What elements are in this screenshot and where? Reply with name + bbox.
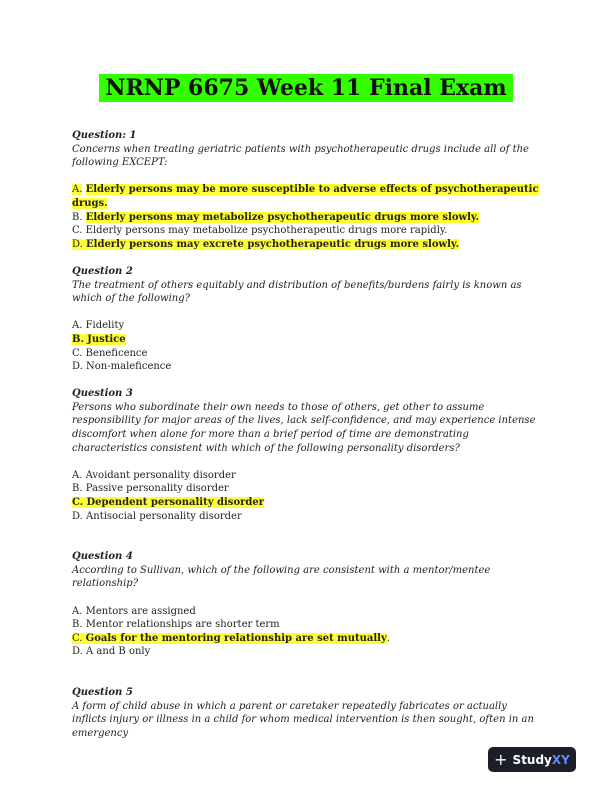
option-c xyxy=(72,347,542,361)
question-text: A form of child abuse in which a parent or caretaker repeatedly fabricates or actually inflicts injury or illness in a child for whom medical intervention is then sought, often in an emergency xyxy=(72,700,534,739)
option-c xyxy=(72,496,542,510)
options-list xyxy=(72,469,542,523)
option-letter: C. xyxy=(72,632,83,644)
option-text: Elderly persons may metabolize psychotherapeutic drugs more rapidly. xyxy=(85,225,448,237)
option-text: Mentor relationships are shorter term xyxy=(85,619,280,631)
watermark-accent: XY xyxy=(551,752,570,767)
question-heading: Question 5 xyxy=(72,686,133,698)
question-2 xyxy=(72,265,542,374)
option-d xyxy=(72,238,542,252)
option-letter: D. xyxy=(72,238,83,250)
option-b xyxy=(72,482,542,496)
option-c xyxy=(72,632,542,646)
option-text: Justice xyxy=(87,333,126,345)
option-letter: A. xyxy=(72,184,83,196)
watermark-prefix: Study xyxy=(512,752,552,767)
option-letter: A. xyxy=(72,605,83,617)
option-letter: C. xyxy=(72,347,83,359)
studyxy-watermark[interactable] xyxy=(488,747,576,772)
exam-content xyxy=(72,129,542,740)
option-text: Elderly persons may excrete psychotherapeutic drugs more slowly. xyxy=(86,238,460,250)
options-list xyxy=(72,605,542,659)
option-letter: B. xyxy=(72,333,84,345)
option-letter: B. xyxy=(72,619,83,631)
option-text: Dependent personality disorder xyxy=(86,497,265,509)
option-letter: B. xyxy=(72,211,83,223)
option-a xyxy=(72,605,542,619)
option-a xyxy=(72,183,542,210)
question-text: Persons who subordinate their own needs to those of others, get other to assume responsibility for major areas of the lives, lack self-confidence, and may experience intense discomfort when alone for more than a brief period of time are demonstrating characteristics consistent with which of the following personality disorders? xyxy=(72,401,536,454)
question-3 xyxy=(72,387,542,523)
question-text: According to Sullivan, which of the following are consistent with a mentor/mentee relationship? xyxy=(72,564,491,590)
option-a xyxy=(72,319,542,333)
option-letter: D. xyxy=(72,510,83,522)
question-heading: Question: 1 xyxy=(72,130,137,141)
option-letter: A. xyxy=(72,469,83,481)
option-b xyxy=(72,211,542,225)
question-text: The treatment of others equitably and distribution of benefits/burdens fairly is known as which of the following? xyxy=(72,279,522,305)
option-text: Antisocial personality disorder xyxy=(86,510,242,522)
options-list xyxy=(72,319,542,373)
option-letter: C. xyxy=(72,497,84,509)
option-text: Beneficence xyxy=(85,347,148,359)
question-heading: Question 2 xyxy=(72,265,133,277)
option-text: Avoidant personality disorder xyxy=(85,469,236,481)
option-d xyxy=(72,645,542,659)
question-text: Concerns when treating geriatric patients with psychotherapeutic drugs include all of the following EXCEPT: xyxy=(72,143,529,169)
option-text: Non-maleficence xyxy=(86,361,172,373)
option-a xyxy=(72,469,542,483)
option-letter: A. xyxy=(72,320,83,332)
question-heading: Question 3 xyxy=(72,388,133,400)
option-b xyxy=(72,333,542,347)
option-text: Passive personality disorder xyxy=(85,483,229,495)
option-text: Goals for the mentoring relationship are set mutually xyxy=(85,632,387,644)
title-container xyxy=(0,74,612,102)
option-d xyxy=(72,360,542,374)
option-text: Elderly persons may be more susceptible to adverse effects of psychotherapeutic drugs. xyxy=(72,184,539,209)
plus-icon: + xyxy=(494,749,508,769)
option-b xyxy=(72,618,542,632)
question-1 xyxy=(72,129,542,251)
page-title: NRNP 6675 Week 11 Final Exam xyxy=(99,74,512,102)
option-c xyxy=(72,224,542,238)
option-letter: C. xyxy=(72,225,83,237)
option-text: Fidelity xyxy=(85,320,125,332)
option-letter: B. xyxy=(72,483,83,495)
option-text: Elderly persons may metabolize psychotherapeutic drugs more slowly. xyxy=(85,211,480,223)
option-letter: D. xyxy=(72,646,83,658)
question-5 xyxy=(72,686,542,740)
options-list xyxy=(72,183,542,251)
option-letter: D. xyxy=(72,361,83,373)
option-d xyxy=(72,510,542,524)
question-heading: Question 4 xyxy=(72,551,133,563)
option-text: Mentors are assigned xyxy=(85,605,196,617)
option-suffix: . xyxy=(386,632,390,644)
option-text: A and B only xyxy=(86,646,151,658)
question-4 xyxy=(72,550,542,659)
